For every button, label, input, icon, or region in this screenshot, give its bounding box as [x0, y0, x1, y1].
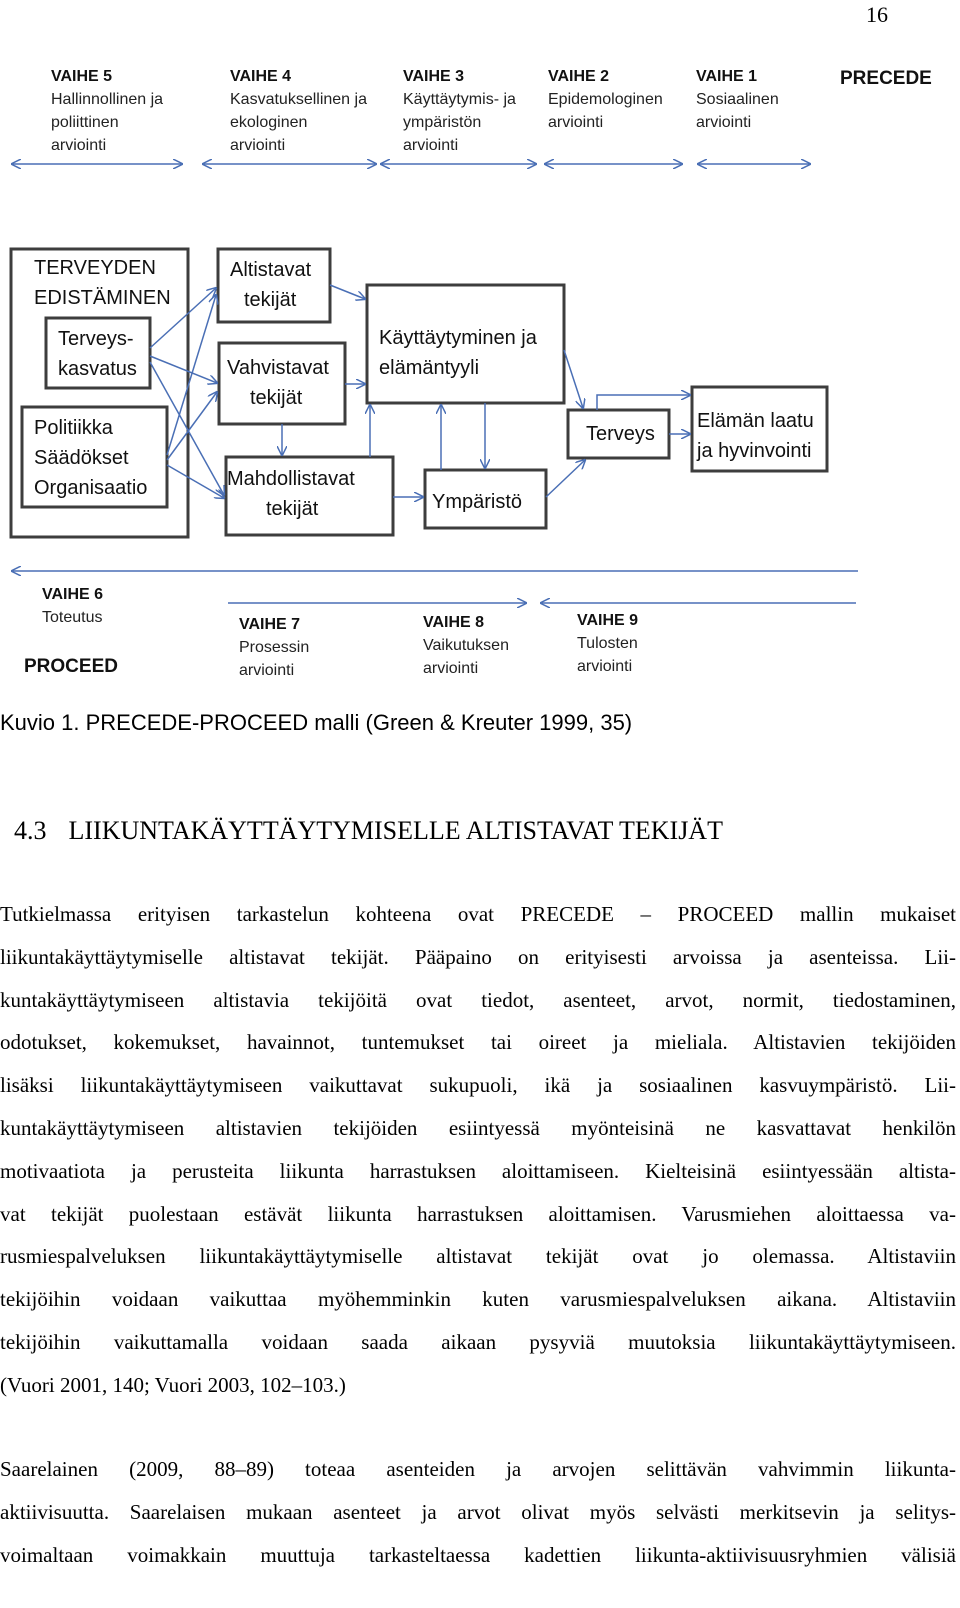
- top-phase-5: [51, 68, 163, 154]
- box-text: Mahdollistavat: [227, 468, 355, 490]
- phase-line: ympäristön: [403, 114, 482, 131]
- phase-title: VAIHE 4: [230, 68, 292, 85]
- precede-label: PRECEDE: [840, 68, 932, 89]
- figure-caption: Kuvio 1. PRECEDE-PROCEED malli (Green & Kreuter 1999, 35): [0, 710, 633, 735]
- phase-line: arviointi: [403, 137, 459, 154]
- arrow: [597, 395, 690, 410]
- box-text: Säädökset: [34, 447, 129, 469]
- bottom-phase-7: [239, 616, 309, 679]
- text-line: vat tekijät puolestaan estävät liikunta harrastuksen aloittamisen. Varusmiehen aloittaessa va-: [0, 1201, 956, 1226]
- phase-line: Kasvatuksellinen ja: [230, 91, 367, 108]
- box-text: TERVEYDEN: [34, 257, 156, 279]
- box-text: kasvatus: [58, 358, 137, 380]
- text-line: kuntakäyttäytymiseen altistavien tekijöiden esiintyessä myönteisinä ne kasvattavat henkilön: [0, 1115, 956, 1140]
- phase-line: arviointi: [696, 114, 752, 131]
- section-heading: [14, 816, 723, 846]
- proceed-label: PROCEED: [24, 656, 118, 677]
- box-text: Elämän laatu: [697, 410, 814, 432]
- phase-title: VAIHE 2: [548, 68, 610, 85]
- text-line: kuntakäyttäytymiseen altistavia tekijöitä ovat tiedot, asenteet, arvot, normit, tiedostaminen,: [0, 987, 956, 1012]
- phase-line: arviointi: [423, 660, 479, 677]
- box-text: tekijät: [244, 289, 297, 311]
- phase-title: VAIHE 7: [239, 616, 301, 633]
- box-text: Vahvistavat: [227, 357, 329, 379]
- phase-title: VAIHE 8: [423, 614, 485, 631]
- bottom-phase-8: [423, 614, 509, 677]
- phase-line: Hallinnollinen ja: [51, 91, 164, 108]
- section-title: LIIKUNTAKÄYTTÄYTYMISELLE ALTISTAVAT TEKIJÄT: [68, 816, 723, 845]
- precede-proceed-diagram: [0, 0, 960, 710]
- text-line: aktiivisuutta. Saarelaisen mukaan asenteet ja arvot olivat myös selvästi merkitsevin ja selitys-: [0, 1499, 956, 1524]
- box-text: EDISTÄMINEN: [34, 287, 171, 309]
- box-text: ja hyvinvointi: [697, 440, 812, 462]
- text-line: motivaatiota ja perusteita liikunta harrastuksen aloittamiseen. Kielteisinä esiintyessään altista-: [0, 1158, 956, 1183]
- phase-title: VAIHE 1: [696, 68, 758, 85]
- top-phase-2: [548, 68, 663, 131]
- phase-title: VAIHE 6: [42, 586, 104, 603]
- page-number: 16: [866, 2, 888, 27]
- phase-line: Tulosten: [577, 635, 638, 652]
- box-text: Terveys: [586, 423, 655, 445]
- text-line: lisäksi liikuntakäyttäytymiseen vaikuttavat sukupuoli, ikä ja sosiaalinen kasvuympäristö. Lii-: [0, 1073, 956, 1098]
- phase-line: Käyttäytymis- ja: [403, 91, 516, 108]
- box-vahvistavat: [219, 343, 345, 424]
- box-text: elämäntyyli: [379, 357, 480, 379]
- box-text: Terveys-: [58, 328, 134, 350]
- text-line: (Vuori 2001, 140; Vuori 2003, 102–103.): [0, 1372, 346, 1397]
- arrow: [546, 460, 585, 497]
- box-text: Organisaatio: [34, 477, 148, 499]
- phase-line: Vaikutuksen: [423, 637, 509, 654]
- phase-title: VAIHE 9: [577, 612, 639, 629]
- paragraph-1: [0, 893, 956, 1407]
- phase-line: arviointi: [230, 137, 286, 154]
- bottom-phase-6: [42, 586, 103, 626]
- box-text: Käyttäytyminen ja: [379, 327, 537, 349]
- text-line: tekijöihin voidaan vaikuttaa myöhemminkin kuten varusmiespalveluksen aikana. Altistaviin: [0, 1287, 956, 1312]
- phase-line: Epidemologinen: [548, 91, 663, 108]
- bottom-phase-arrows: [12, 571, 858, 603]
- text-line: rusmiespalveluksen liikuntakäyttäytymiselle altistavat tekijät ovat jo olemassa. Altistaviin: [0, 1244, 956, 1269]
- phase-line: arviointi: [51, 137, 107, 154]
- box-text: Politiikka: [34, 417, 113, 439]
- paragraph-2: [0, 1448, 956, 1576]
- phase-title: VAIHE 3: [403, 68, 465, 85]
- text-line: liikuntakäyttäytymiselle altistavat tekijät. Pääpaino on erityisesti arvoissa ja asenteissa. Lii-: [0, 944, 956, 969]
- phase-title: VAIHE 5: [51, 68, 113, 85]
- top-phase-3: [403, 68, 516, 154]
- text-line: Tutkielmassa erityisen tarkastelun kohteena ovat PRECEDE – PROCEED mallin mukaiset: [0, 902, 956, 926]
- top-phase-1: [696, 68, 779, 131]
- section-number: 4.3: [14, 816, 47, 845]
- box-text: Altistavat: [230, 259, 312, 281]
- arrow: [330, 285, 365, 299]
- phase-line: arviointi: [239, 662, 295, 679]
- top-phase-4: [230, 68, 367, 154]
- phase-line: ekologinen: [230, 114, 308, 131]
- text-line: tekijöihin vaikuttamalla voidaan saada aikaan pysyviä muutoksia liikuntakäyttäytymiseen.: [0, 1329, 956, 1354]
- box-text: tekijät: [266, 498, 319, 520]
- phase-line: poliittinen: [51, 114, 119, 131]
- arrow: [564, 350, 583, 408]
- bottom-phase-9: [577, 612, 638, 675]
- text-line: voimaltaan voimakkain muuttuja tarkasteltaessa kadettien liikunta-aktiivisuusryhmien välisiä: [0, 1542, 956, 1567]
- phase-line: arviointi: [548, 114, 604, 131]
- phase-line: Sosiaalinen: [696, 91, 779, 108]
- box-text: tekijät: [250, 387, 303, 409]
- box-text: Ympäristö: [432, 491, 523, 513]
- phase-line: arviointi: [577, 658, 633, 675]
- phase-line: Prosessin: [239, 639, 310, 656]
- text-line: odotukset, kokemukset, havainnot, tuntemukset tai oireet ja mieliala. Altistavien tekijöiden: [0, 1030, 956, 1055]
- text-line: Saarelainen (2009, 88–89) toteaa asenteiden ja arvojen selittävän vahvimmin liikunta-: [0, 1457, 956, 1481]
- phase-line: Toteutus: [42, 609, 103, 626]
